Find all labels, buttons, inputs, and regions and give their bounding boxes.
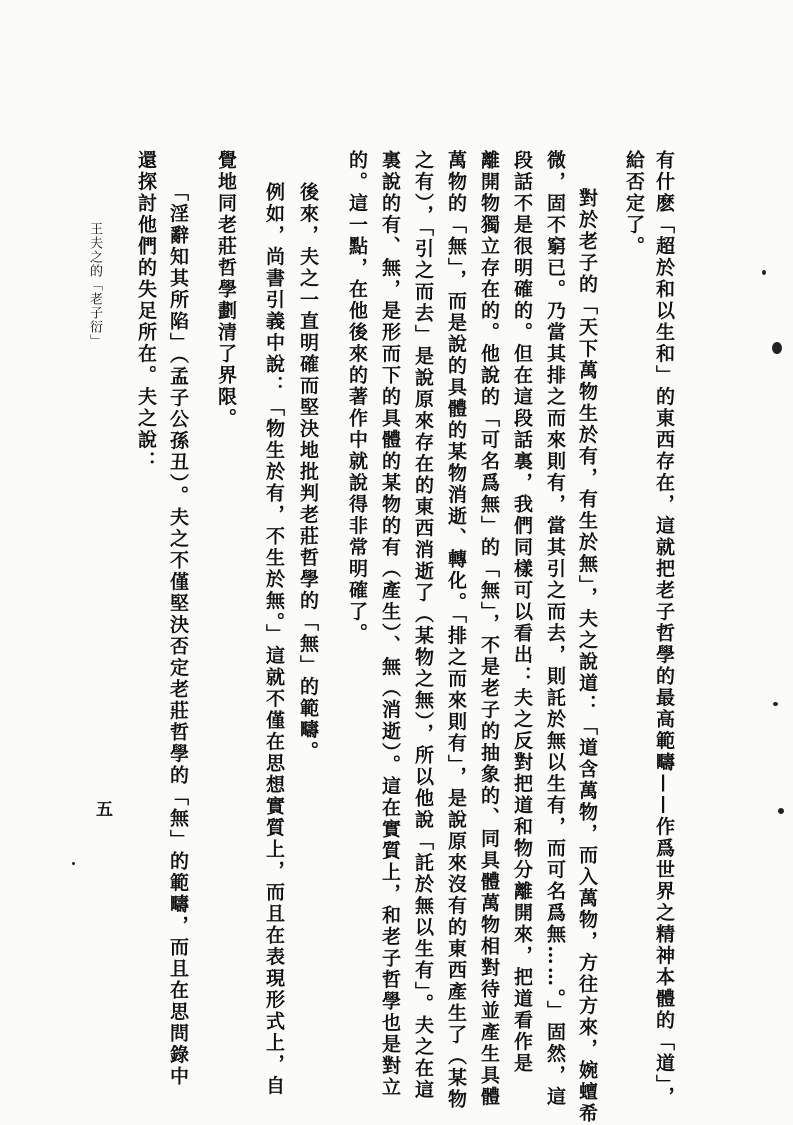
text-column-14: 「淫辭知其所陷」（孟子公孫丑）。夫之不僅堅決否定老莊哲學的「無」的範疇，而且在思問錄中 [167, 182, 189, 1088]
text-column-2: 給否定了。 [623, 150, 645, 258]
running-footer: 王夫之的「老子衍」 [87, 222, 102, 348]
text-column-8: 之有），「引之而去」是說原來存在的東西消逝了（某物之無），所以他說「託於無以生有」。夫之在這 [412, 150, 434, 1101]
ink-speck [778, 808, 784, 814]
text-column-4: 微，固不窮已。乃當其排之而來則有，當其引之而去，則託於無以生有，而可名爲無……。」固然，這 [544, 150, 566, 1108]
text-column-9: 裏說的有、無，是形而下的具體的某物的有（產生）、無（消逝）。這在實質上，和老子哲學也是對立 [379, 150, 401, 1099]
text-column-10: 的。這一點，在他後來的著作中就說得非常明確了。 [346, 150, 368, 645]
ink-speck [773, 702, 778, 706]
text-column-1: 有什麽「超於和以生和」的東西存在，這就把老子哲學的最高範疇——作爲世界之精神本體的「道」， [653, 150, 675, 1108]
text-column-12: 例如，尚書引義中說：「物生於有，不生於無。」這就不僅在思想實質上，而且在表現形式上，自 [263, 182, 285, 1097]
text-column-7: 萬物的「無」，而是說的具體的某物消逝、轉化。「排之而來則有」，是說原來沒有的東西產生了（某物 [445, 150, 467, 1111]
text-column-11: 後來，夫之一直明確而堅決地批判老莊哲學的「無」的範疇。 [297, 182, 319, 763]
text-column-15: 還探討他們的失足所在。夫之說： [135, 150, 157, 473]
text-column-5: 段話不是很明確的。但在這段話裏，我們同樣可以看出：夫之反對把道和物分離開來，把道看作是 [511, 150, 533, 1075]
page-number: 五 [96, 800, 113, 820]
text-column-13: 覺地同老莊哲學劃清了界限。 [215, 150, 237, 430]
ink-speck [72, 862, 75, 865]
text-column-3: 對於老子的「天下萬物生於有，有生於無」，夫之說道：「道含萬物，而入萬物，方往方來，婉蟺希 [576, 188, 598, 1125]
ink-speck [772, 342, 782, 354]
ink-speck [762, 270, 766, 275]
text-column-6: 離開物獨立存在的。他說的「可名爲無」的「無」，不是老子的抽象的、同具體萬物相對待並產生具體 [478, 150, 500, 1108]
